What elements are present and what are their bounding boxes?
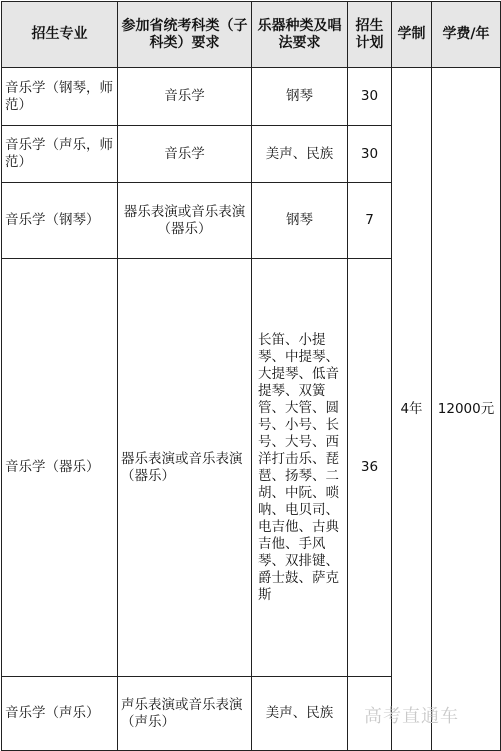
header-row [2,2,501,68]
instrument-cell: 美声、民族 [252,126,348,183]
duration-cell: 4年 [392,68,432,751]
major-cell: 音乐学（钢琴，师范） [2,68,118,126]
major-cell: 音乐学（声乐，师范） [2,126,118,183]
plan-cell: 7 [348,183,392,259]
exam-category-cell: 声乐表演或音乐表演（声乐） [118,677,252,751]
instrument-cell: 钢琴 [252,68,348,126]
major-cell: 音乐学（声乐） [2,677,118,751]
header-duration: 学制 [392,2,432,68]
plan-cell: 36 [348,259,392,677]
fee-cell: 12000元 [432,68,501,751]
exam-category-cell: 音乐学 [118,126,252,183]
header-exam-category: 参加省统考科类（子科类）要求 [118,2,252,68]
table-row [2,68,501,126]
exam-category-cell: 音乐学 [118,68,252,126]
plan-cell: 30 [348,68,392,126]
major-cell: 音乐学（钢琴） [2,183,118,259]
plan-cell: 30 [348,126,392,183]
header-major: 招生专业 [2,2,118,68]
instrument-cell: 长笛、小提琴、中提琴、大提琴、低音提琴、双簧管、大管、圆号、小号、长号、大号、西洋打击乐、琵琶、扬琴、二胡、中阮、唢呐、电贝司、电吉他、古典吉他、手风琴、双排键、爵士鼓、萨克斯 [252,259,348,677]
header-plan: 招生计划 [348,2,392,68]
watermark: 高考直通车 [364,706,459,727]
instrument-cell: 美声、民族 [252,677,348,751]
instrument-cell: 钢琴 [252,183,348,259]
major-cell: 音乐学（器乐） [2,259,118,677]
exam-category-cell: 器乐表演或音乐表演（器乐） [118,259,252,677]
header-instrument: 乐器种类及唱法要求 [252,2,348,68]
header-fee: 学费/年 [432,2,501,68]
exam-category-cell: 器乐表演或音乐表演（器乐） [118,183,252,259]
admissions-table [1,1,501,751]
